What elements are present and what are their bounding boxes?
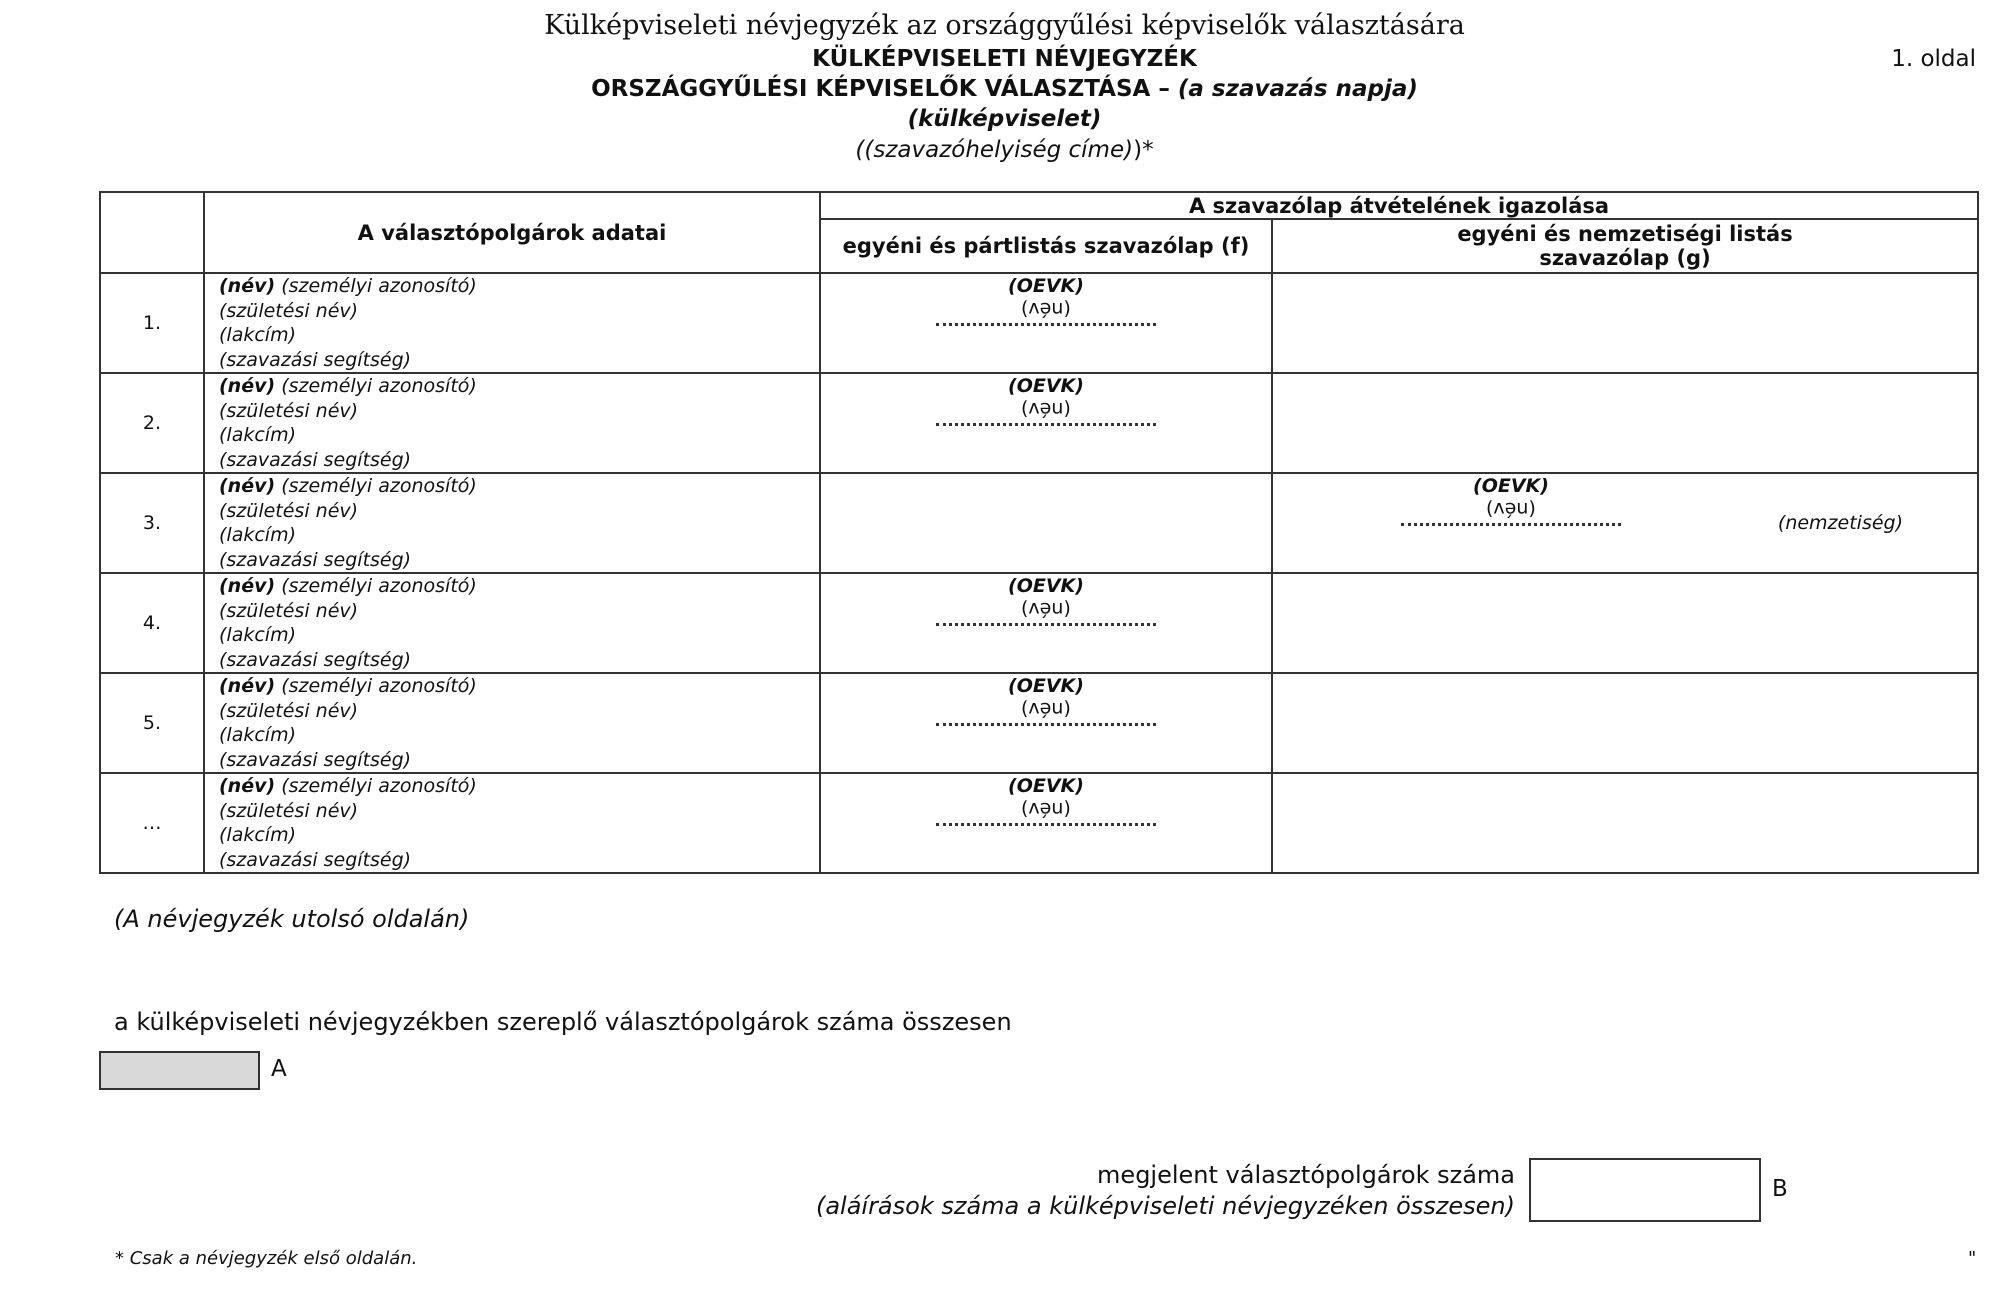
stamp-name-inverted: (név) — [1021, 798, 1071, 820]
stamp-name-inverted: (név) — [1021, 398, 1071, 420]
stamp-oevk: (OEVK) — [1008, 775, 1084, 797]
voter-assistance-field: (szavazási segítség) — [219, 348, 412, 371]
voter-address-field: (lakcím) — [219, 324, 296, 346]
header-nationality-line2: szavazólap (g) — [1539, 246, 1711, 270]
stamp-oevk: (OEVK) — [1008, 375, 1084, 397]
voter-info-cell — [204, 673, 820, 773]
voter-table — [99, 191, 1979, 874]
voter-name-line — [219, 774, 819, 799]
voter-id-field: (személyi azonosító) — [281, 475, 477, 497]
stamp-name-inverted: (név) — [1021, 298, 1071, 320]
nationality-list-receipt-cell[interactable] — [1272, 373, 1978, 473]
header-number-cell — [100, 192, 204, 273]
nationality-list-receipt-cell[interactable] — [1272, 573, 1978, 673]
signature-line[interactable] — [936, 322, 1156, 326]
page-number: 1. oldal — [1891, 46, 1976, 72]
header-nationality-line1: egyéni és nemzetiségi listás — [1457, 222, 1793, 246]
voter-birth-name-field: (születési név) — [219, 499, 359, 522]
header-party-list-ballot: egyéni és pártlistás szavazólap (f) — [820, 219, 1272, 273]
row-number: 5. — [100, 673, 204, 773]
voter-name-field: (név) — [219, 475, 276, 497]
voter-name-line — [219, 574, 819, 599]
signature-line[interactable] — [936, 822, 1156, 826]
total-voters-box[interactable] — [99, 1051, 260, 1090]
voter-address-field: (lakcím) — [219, 724, 296, 746]
voter-name-line — [219, 374, 819, 399]
table-row — [100, 373, 1978, 473]
party-list-receipt-cell[interactable] — [820, 473, 1272, 573]
total-voters-label: a külképviseleti névjegyzékben szereplő választópolgárok száma összesen — [114, 1008, 1012, 1036]
signature-line[interactable] — [936, 722, 1156, 726]
voter-name-line — [219, 474, 819, 499]
voter-assistance-field: (szavazási segítség) — [219, 448, 412, 471]
closing-quote: " — [1968, 1248, 1977, 1269]
voter-name-field: (név) — [219, 775, 276, 797]
voter-info-cell — [204, 473, 820, 573]
table-row — [100, 273, 1978, 373]
header-nationality-list-ballot — [1272, 219, 1978, 273]
table-row — [100, 473, 1978, 573]
voter-birth-name-field: (születési név) — [219, 699, 359, 722]
voter-assistance-field: (szavazási segítség) — [219, 648, 412, 671]
heading-election — [0, 76, 2009, 102]
signature-stamp — [821, 774, 1271, 820]
voter-birth-name-field: (születési név) — [219, 799, 359, 822]
signature-line[interactable] — [936, 422, 1156, 426]
voter-info-cell — [204, 773, 820, 873]
voter-id-field: (személyi azonosító) — [281, 575, 477, 597]
voter-info-cell — [204, 573, 820, 673]
polling-address-suffix: )* — [1133, 137, 1154, 163]
voter-id-field: (személyi azonosító) — [281, 775, 477, 797]
voter-birth-name-field: (születési név) — [219, 299, 359, 322]
row-number: … — [100, 773, 204, 873]
present-voters-subtitle: (aláírások száma a külképviseleti névjegyzéken összesen) — [815, 1192, 1515, 1220]
voter-id-field: (személyi azonosító) — [281, 275, 477, 297]
party-list-receipt-cell[interactable] — [820, 773, 1272, 873]
signature-line[interactable] — [936, 622, 1156, 626]
signature-stamp — [821, 374, 1271, 420]
voter-info-cell — [204, 273, 820, 373]
table-row — [100, 573, 1978, 673]
document-title: Külképviseleti névjegyzék az országgyűlési képviselők választására — [544, 10, 1465, 41]
voter-id-field: (személyi azonosító) — [281, 675, 477, 697]
stamp-name-inverted: (név) — [1486, 498, 1536, 520]
voter-name-line — [219, 274, 819, 299]
party-list-receipt-cell[interactable] — [820, 573, 1272, 673]
header-receipt: A szavazólap átvételének igazolása — [820, 192, 1978, 219]
stamp-oevk: (OEVK) — [1008, 275, 1084, 297]
last-page-note: (A névjegyzék utolsó oldalán) — [114, 905, 470, 933]
voter-name-field: (név) — [219, 375, 276, 397]
voter-birth-name-field: (születési név) — [219, 599, 359, 622]
voter-assistance-field: (szavazási segítség) — [219, 748, 412, 771]
voter-id-field: (személyi azonosító) — [281, 375, 477, 397]
nationality-list-receipt-cell[interactable] — [1272, 773, 1978, 873]
heading-register: KÜLKÉPVISELETI NÉVJEGYZÉK — [812, 46, 1197, 72]
row-number: 4. — [100, 573, 204, 673]
heading-mission: (külképviselet) — [907, 106, 1102, 132]
nationality-label: (nemzetiség) — [1777, 512, 1904, 534]
voter-assistance-field: (szavazási segítség) — [219, 848, 412, 871]
present-voters-title: megjelent választópolgárok száma — [1097, 1161, 1515, 1189]
row-number: 3. — [100, 473, 204, 573]
nationality-list-receipt-cell[interactable] — [1272, 273, 1978, 373]
voter-info-cell — [204, 373, 820, 473]
stamp-oevk: (OEVK) — [1008, 575, 1084, 597]
heading-election-text: ORSZÁGGYŰLÉSI KÉPVISELŐK VÁLASZTÁSA – — [591, 76, 1178, 102]
stamp-name-inverted: (név) — [1021, 598, 1071, 620]
polling-address-text: ((szavazóhelyiség címe) — [855, 137, 1134, 163]
present-voters-label — [760, 1160, 1515, 1222]
table-row — [100, 673, 1978, 773]
nationality-list-receipt-cell[interactable] — [1272, 473, 1978, 573]
signature-stamp — [821, 274, 1271, 320]
signature-line[interactable] — [1401, 522, 1621, 526]
signature-stamp — [821, 574, 1271, 620]
voter-name-field: (név) — [219, 675, 276, 697]
stamp-oevk: (OEVK) — [1008, 675, 1084, 697]
voter-address-field: (lakcím) — [219, 624, 296, 646]
signature-stamp — [821, 674, 1271, 720]
table-row — [100, 773, 1978, 873]
present-voters-box[interactable] — [1529, 1158, 1761, 1222]
heading-polling-address — [0, 137, 2009, 163]
voter-name-field: (név) — [219, 575, 276, 597]
header-voter-data: A választópolgárok adatai — [204, 192, 820, 273]
party-list-receipt-cell[interactable] — [820, 273, 1272, 373]
voter-assistance-field: (szavazási segítség) — [219, 548, 412, 571]
signature-stamp — [1273, 474, 1749, 520]
party-list-receipt-cell[interactable] — [820, 673, 1272, 773]
box-b-letter: B — [1772, 1176, 1788, 1202]
party-list-receipt-cell[interactable] — [820, 373, 1272, 473]
voter-address-field: (lakcím) — [219, 824, 296, 846]
row-number: 1. — [100, 273, 204, 373]
voter-birth-name-field: (születési név) — [219, 399, 359, 422]
heading-voting-day: (a szavazás napja) — [1177, 76, 1418, 102]
stamp-oevk: (OEVK) — [1473, 475, 1549, 497]
nationality-list-receipt-cell[interactable] — [1272, 673, 1978, 773]
voter-name-line — [219, 674, 819, 699]
stamp-name-inverted: (név) — [1021, 698, 1071, 720]
box-a-letter: A — [271, 1056, 287, 1082]
voter-address-field: (lakcím) — [219, 424, 296, 446]
voter-address-field: (lakcím) — [219, 524, 296, 546]
voter-name-field: (név) — [219, 275, 276, 297]
row-number: 2. — [100, 373, 204, 473]
footnote: * Csak a névjegyzék első oldalán. — [115, 1248, 418, 1269]
